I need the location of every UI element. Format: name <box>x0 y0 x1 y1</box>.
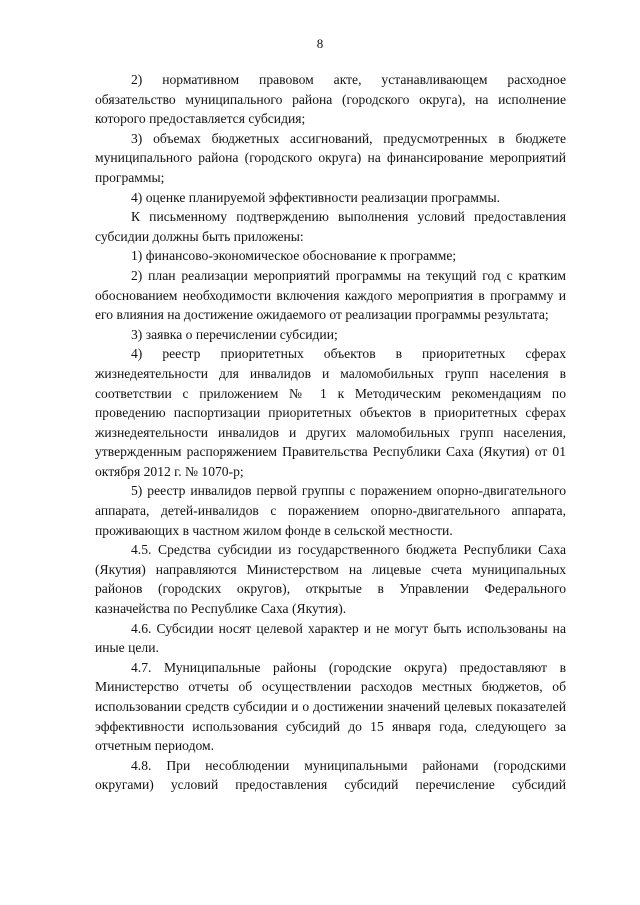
paragraph: 2) план реализации мероприятий программы на текущий год с кратким обоснованием необходимости включения каждого мероприятия в программу и его влияния на достижение ожидаемого от реализации программы результата; <box>95 267 566 323</box>
paragraph: 2) нормативном правовом акте, устанавливающем расходное обязательство муниципального района (городского округа), на исполнение которого предоставляется субсидия; <box>95 72 566 127</box>
paragraph: 3) объемах бюджетных ассигнований, предусмотренных в бюджете муниципального района (городского округа) на финансирование мероприятий программы; <box>95 130 566 185</box>
paragraph: 4.5. Средства субсидии из государственного бюджета Республики Саха (Якутия) направляются Министерством на лицевые счета муниципальных районов (городских округов), открытые в Управлении Федерального казначейства по Республике Саха (Якутия). <box>95 542 566 617</box>
paragraph: 4.7. Муниципальные районы (городские округа) предоставляют в Министерство отчеты об осуществлении расходов местных бюджетов, об использовании средств субсидии и о достижении значений целевых показателей эффективности использования субсидий до 15 января года, следующего за отчетным периодом. <box>95 659 566 754</box>
paragraph: 4) оценке планируемой эффективности реализации программы. <box>131 189 501 205</box>
paragraph: 4.6. Субсидии носят целевой характер и не могут быть использованы на иные цели. <box>95 620 566 656</box>
paragraph: 4.8. При несоблюдении муниципальными районами (городскими округами) условий предоставления субсидий перечисление субсидий <box>95 757 566 793</box>
paragraph: 4) реестр приоритетных объектов в приоритетных сферах жизнедеятельности для инвалидов и маломобильных групп населения в соответствии с приложением № 1 к Методическим рекомендациям по проведению паспортизации приоритетных объектов в приоритетных сферах жизнедеятельности инвалидов и других маломобильных групп населения, утвержденным распоряжением Правительства Республики Саха (Якутия) от 01 октября 2012 г. № 1070-р; <box>95 346 566 479</box>
document-body <box>95 70 566 795</box>
paragraph: 5) реестр инвалидов первой группы с поражением опорно-двигательного аппарата, детей-инвалидов с поражением опорно-двигательного аппарата, проживающих в частном жилом фонде в сельской местности. <box>95 483 566 538</box>
paragraph: 1) финансово-экономическое обоснование к программе; <box>131 248 457 264</box>
paragraph: 3) заявка о перечислении субсидии; <box>131 326 338 342</box>
paragraph: К письменному подтверждению выполнения условий предоставления субсидии должны быть приложены: <box>95 209 566 244</box>
page-number: 8 <box>316 36 324 51</box>
